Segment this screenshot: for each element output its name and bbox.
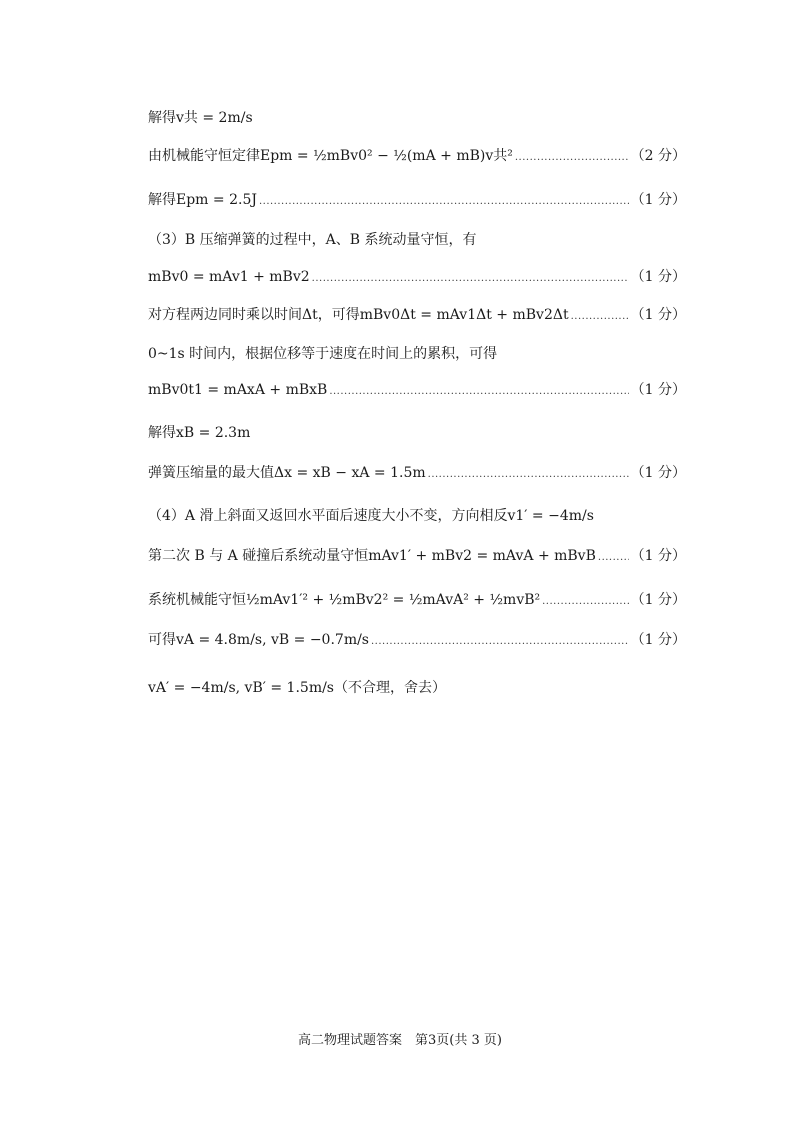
dot-leader: [312, 269, 629, 289]
line-text: mBv0t1 = mAxA + mBxB: [148, 382, 328, 398]
answer-line-9: [148, 423, 686, 443]
answer-line-2: [148, 146, 686, 168]
dot-leader: [515, 148, 629, 168]
line-text: 解得Epm = 2.5J: [148, 192, 257, 208]
dot-leader: [571, 307, 629, 327]
score-label: （1 分）: [630, 592, 686, 608]
dot-leader: [428, 465, 629, 485]
page-footer: 高二物理试题答案 第3页(共 3 页): [298, 1033, 502, 1048]
answer-line-1: [148, 108, 686, 128]
answer-line-12: [148, 546, 686, 568]
line-text: （3）B 压缩弹簧的过程中，A、B 系统动量守恒，有: [148, 232, 477, 248]
answer-line-6: [148, 305, 686, 327]
answer-line-8: [148, 380, 686, 402]
answer-line-4: [148, 230, 686, 250]
dot-leader: [259, 192, 629, 212]
score-label: （1 分）: [630, 192, 686, 208]
line-text: 可得vA = 4.8m/s, vB = −0.7m/s: [148, 632, 369, 648]
score-label: （1 分）: [630, 465, 686, 481]
line-text: mBv0 = mAv1 + mBv2: [148, 269, 310, 285]
answer-line-3: [148, 190, 686, 212]
line-text: （4）A 滑上斜面又返回水平面后速度大小不变，方向相反v1′ = −4m/s: [148, 508, 594, 524]
answer-line-7: [148, 344, 686, 364]
answer-line-5: [148, 267, 686, 289]
line-text: 0~1s 时间内，根据位移等于速度在时间上的累积，可得: [148, 346, 498, 362]
answer-line-14: [148, 630, 686, 652]
answer-line-11: [148, 506, 686, 526]
answer-line-15: [148, 678, 686, 698]
line-text: 解得xB = 2.3m: [148, 425, 251, 441]
answer-line-10: [148, 463, 686, 485]
dot-leader: [598, 548, 629, 568]
line-text: 弹簧压缩量的最大值Δx = xB − xA = 1.5m: [148, 465, 426, 481]
dot-leader: [329, 382, 628, 402]
score-label: （1 分）: [630, 382, 686, 398]
dot-leader: [371, 632, 629, 652]
dot-leader: [542, 592, 629, 612]
line-text: vA′ = −4m/s, vB′ = 1.5m/s（不合理，舍去）: [148, 680, 446, 696]
score-label: （1 分）: [630, 307, 686, 323]
line-text: 解得v共 = 2m/s: [148, 110, 253, 126]
score-label: （1 分）: [630, 632, 686, 648]
line-text: 对方程两边同时乘以时间Δt，可得mBv0Δt = mAv1Δt + mBv2Δt: [148, 307, 569, 323]
line-text: 系统机械能守恒½mAv1′² + ½mBv2² = ½mAvA² + ½mvB²: [148, 592, 541, 608]
score-label: （1 分）: [630, 269, 686, 285]
answer-line-13: [148, 590, 686, 612]
score-label: （2 分）: [630, 148, 686, 164]
score-label: （1 分）: [630, 548, 686, 564]
line-text: 第二次 B 与 A 碰撞后系统动量守恒mAv1′ + mBv2 = mAvA + mBvB: [148, 548, 596, 564]
line-text: 由机械能守恒定律Epm = ½mBv0² − ½(mA + mB)v共²: [148, 148, 513, 164]
